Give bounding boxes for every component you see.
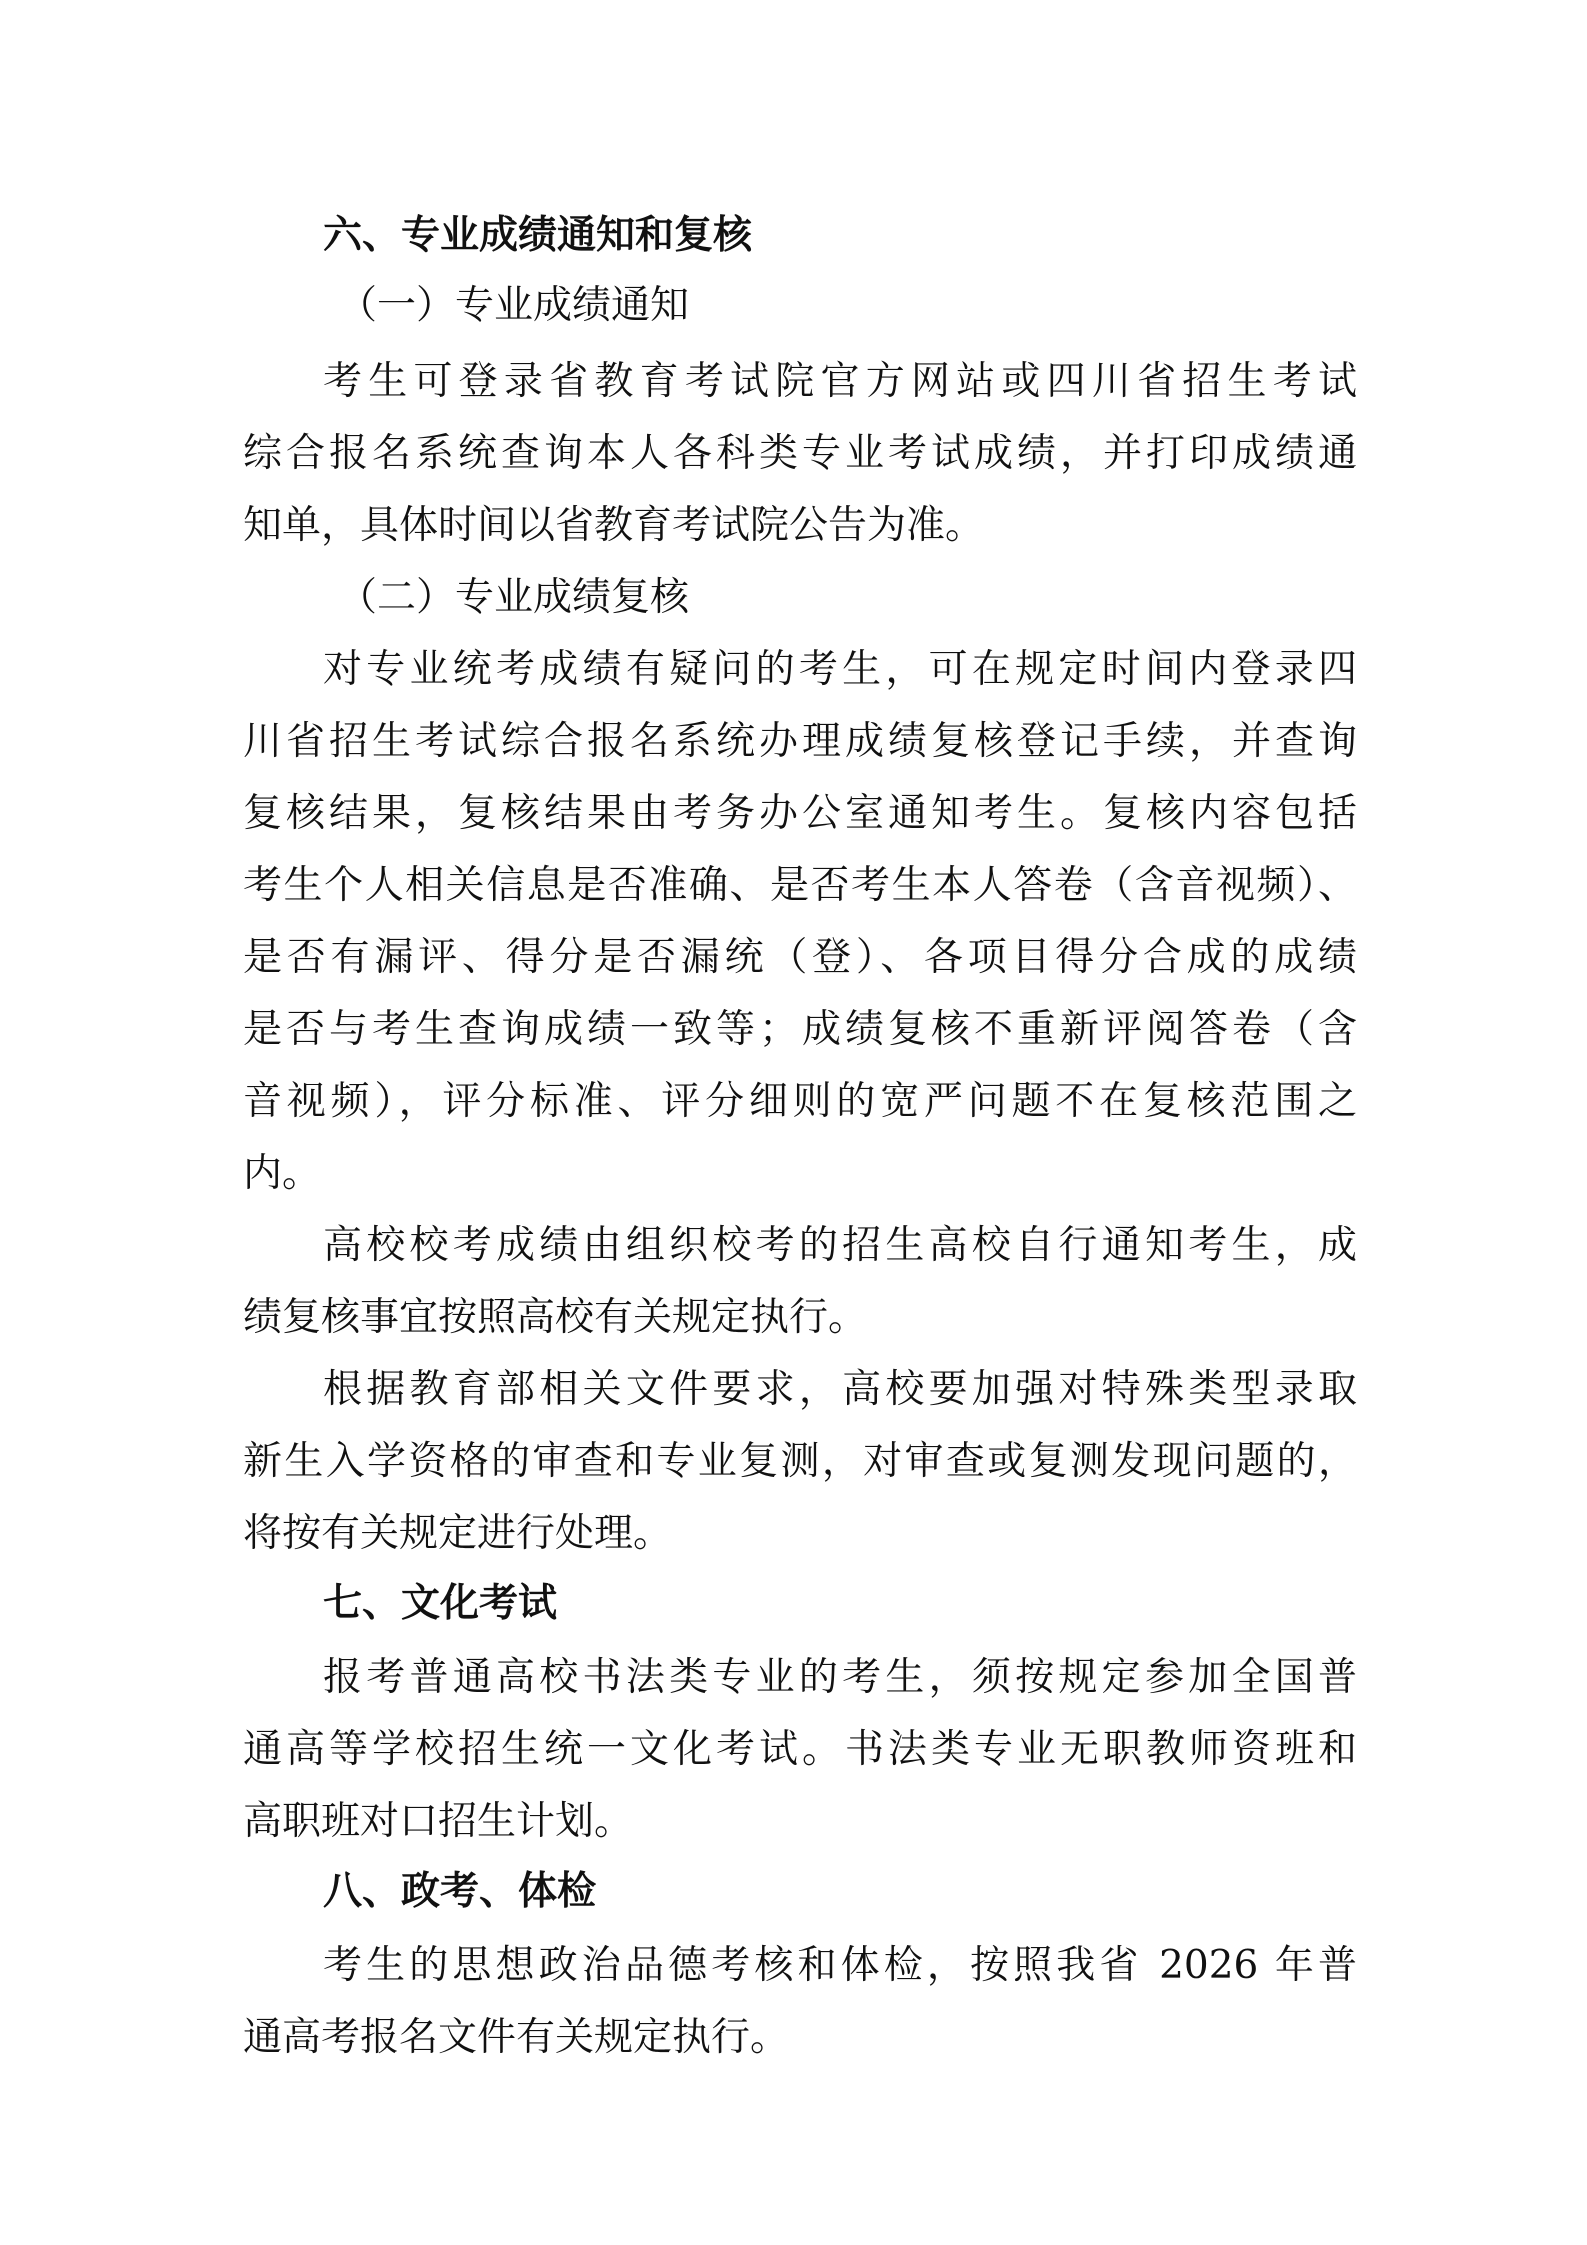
paragraph-line: 复核结果，复核结果由考务办公室通知考生。复核内容包括 bbox=[243, 791, 1357, 836]
paragraph-line: 根据教育部相关文件要求，高校要加强对特殊类型录取 bbox=[323, 1367, 1357, 1412]
section-6-2-heading: （二）专业成绩复核 bbox=[338, 575, 690, 620]
paragraph-line: 通高等学校招生统一文化考试。书法类专业无职教师资班和 bbox=[243, 1727, 1357, 1772]
paragraph-line: 对专业统考成绩有疑问的考生，可在规定时间内登录四 bbox=[323, 647, 1357, 692]
paragraph-line: 内。 bbox=[243, 1151, 322, 1196]
paragraph-line: 综合报名系统查询本人各科类专业考试成绩，并打印成绩通 bbox=[243, 431, 1357, 476]
paragraph-line: 报考普通高校书法类专业的考生，须按规定参加全国普 bbox=[323, 1655, 1357, 1700]
paragraph-line: 音视频），评分标准、评分细则的宽严问题不在复核范围之 bbox=[243, 1079, 1357, 1124]
paragraph-line: 知单，具体时间以省教育考试院公告为准。 bbox=[243, 503, 985, 548]
paragraph-line: 将按有关规定进行处理。 bbox=[243, 1511, 673, 1556]
paragraph-line: 考生的思想政治品德考核和体检，按照我省 2026 年普 bbox=[323, 1943, 1357, 1988]
paragraph-line: 是否与考生查询成绩一致等；成绩复核不重新评阅答卷（含 bbox=[243, 1007, 1357, 1052]
paragraph-line: 高校校考成绩由组织校考的招生高校自行通知考生，成 bbox=[323, 1223, 1357, 1268]
paragraph-line: 高职班对口招生计划。 bbox=[243, 1799, 634, 1844]
paragraph-line: 考生个人相关信息是否准确、是否考生本人答卷（含音视频）、 bbox=[243, 863, 1357, 908]
paragraph-line: 考生可登录省教育考试院官方网站或四川省招生考试 bbox=[323, 359, 1357, 404]
paragraph-line: 川省招生考试综合报名系统办理成绩复核登记手续，并查询 bbox=[243, 719, 1357, 764]
paragraph-line: 新生入学资格的审查和专业复测，对审查或复测发现问题的， bbox=[243, 1439, 1357, 1484]
section-7-heading: 七、文化考试 bbox=[323, 1581, 558, 1626]
paragraph-line: 绩复核事宜按照高校有关规定执行。 bbox=[243, 1295, 868, 1340]
paragraph-line: 通高考报名文件有关规定执行。 bbox=[243, 2015, 790, 2060]
section-6-1-heading: （一）专业成绩通知 bbox=[338, 283, 690, 328]
section-6-heading: 六、专业成绩通知和复核 bbox=[323, 213, 753, 258]
section-8-heading: 八、政考、体检 bbox=[323, 1869, 597, 1914]
paragraph-line: 是否有漏评、得分是否漏统（登）、各项目得分合成的成绩 bbox=[243, 935, 1357, 980]
